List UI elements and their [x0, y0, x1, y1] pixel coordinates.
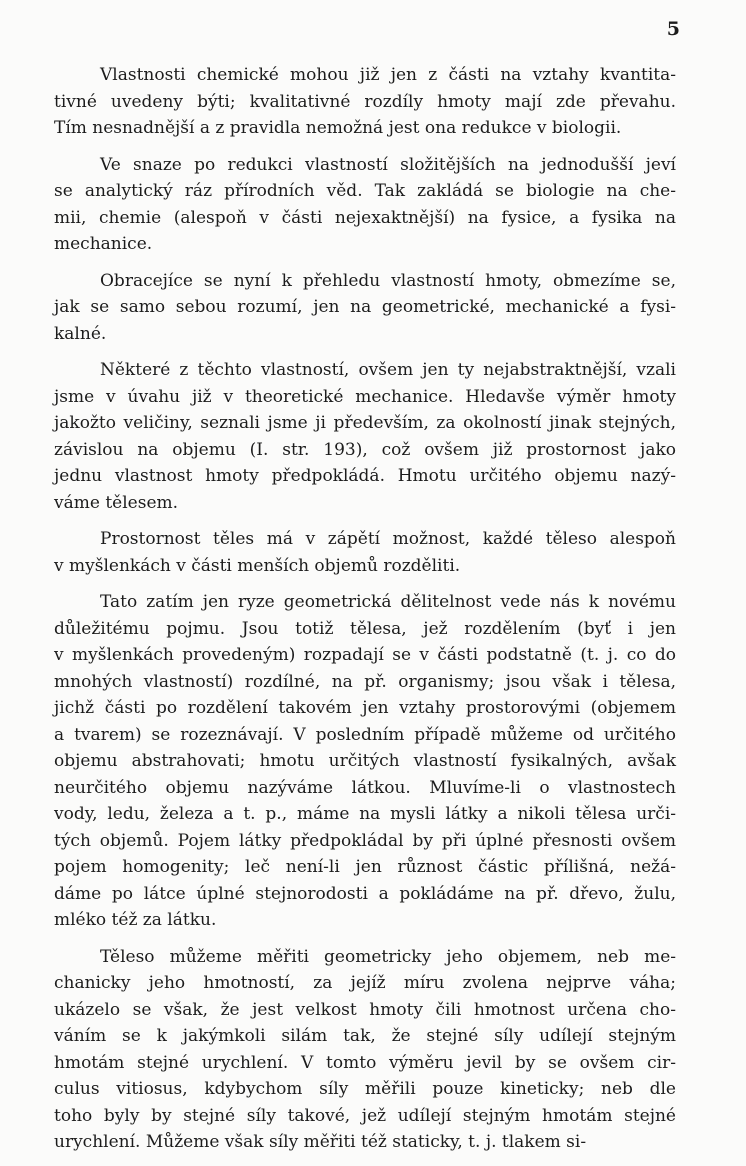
text-line: Prostornost těles má v zápětí možnost, každé těleso alespoň — [100, 529, 676, 549]
text-line: ukázelo se však, že jest velkost hmoty čili hmotnost určena cho- — [54, 999, 676, 1020]
text-line: mnohých vlastností) rozdílné, na př. organismy; jsou však i tělesa, — [54, 671, 676, 692]
text-line: Některé z těchto vlastností, ovšem jen ty nejabstraktnější, vzali — [100, 360, 676, 380]
text-line: důležitému pojmu. Jsou totiž tělesa, jež rozdělením (byť i jen — [54, 618, 676, 639]
paragraph — [54, 268, 676, 348]
text-line: v myšlenkách provedeným) rozpadají se v části podstatně (t. j. co do — [54, 645, 676, 665]
paragraph — [54, 944, 676, 1156]
text-line: hmotám stejné urychlení. V tomto výměru jevil by se ovšem cir- — [54, 1052, 676, 1073]
text-line: Vlastnosti chemické mohou již jen z části na vztahy kvantita- — [100, 65, 676, 85]
text-line: se analytický ráz přírodních věd. Tak zakládá se biologie na che- — [54, 181, 676, 201]
text-line: urychlení. Můžeme však síly měřiti též staticky, t. j. tlakem si- — [54, 1132, 587, 1152]
text-line: Těleso můžeme měřiti geometricky jeho objemem, neb me- — [100, 946, 676, 967]
text-line: jichž části po rozdělení takovém jen vztahy prostorovými (objemem — [54, 698, 676, 718]
text-line: dáme po látce úplné stejnorodosti a pokládáme na př. dřevo, žulu, — [54, 883, 676, 904]
text-line: Obracejíce se nyní k přehledu vlastností hmoty, obmezíme se, — [100, 270, 676, 291]
text-line: závislou na objemu (I. str. 193), což ovšem již prostornost jako — [54, 439, 676, 460]
paragraph — [54, 357, 676, 516]
text-line: jakožto veličiny, seznali jsme ji především, za okolností jinak stejných, — [54, 413, 676, 433]
text-line: Ve snaze po redukci vlastností složitějších na jednodušší jeví — [100, 154, 676, 175]
text-line: váním se k jakýmkoli silám tak, že stejné síly udílejí stejným — [54, 1026, 676, 1046]
text-line: neurčitého objemu nazýváme látkou. Mluvíme-li o vlastnostech — [54, 777, 676, 798]
text-line: mechanice. — [54, 234, 153, 254]
paragraph — [54, 152, 676, 258]
text-line: Tím nesnadnější a z pravidla nemožná jest ona redukce v biologii. — [54, 118, 622, 138]
text-line: jednu vlastnost hmoty předpokládá. Hmotu určitého objemu nazý- — [54, 466, 676, 486]
text-line: tých objemů. Pojem látky předpokládal by při úplné přesnosti ovšem — [54, 830, 676, 851]
text-line: tivné uvedeny býti; kvalitativné rozdíly hmoty mají zde převahu. — [54, 91, 676, 112]
text-line: mii, chemie (alespoň v části nejexaktnější) na fysice, a fysika na — [54, 207, 676, 228]
text-line: váme tělesem. — [54, 492, 179, 513]
text-line: kalné. — [54, 323, 107, 344]
body-text — [54, 62, 676, 1166]
text-line: pojem homogenity; leč není-li jen různost částic přílišná, nežá- — [54, 857, 676, 877]
text-line: culus vitiosus, kdybychom síly měřili pouze kineticky; neb dle — [54, 1079, 676, 1099]
text-line: a tvarem) se rozeznávají. V posledním případě můžeme od určitého — [54, 724, 676, 745]
text-line: jsme v úvahu již v theoretické mechanice. Hledavše výměr hmoty — [54, 386, 676, 407]
text-line: jak se samo sebou rozumí, jen na geometrické, mechanické a fysi- — [54, 297, 676, 317]
text-line: v myšlenkách v části menších objemů rozděliti. — [54, 555, 461, 576]
text-line: chanicky jeho hmotností, za jejíž míru zvolena nejprve váha; — [54, 973, 676, 993]
paragraph — [54, 62, 676, 142]
page-number: 5 — [666, 18, 680, 40]
text-line: mléko též za látku. — [54, 910, 217, 930]
text-line: vody, ledu, železa a t. p., máme na mysli látky a nikoli tělesa urči- — [54, 804, 676, 824]
paragraph — [54, 526, 676, 579]
text-line: objemu abstrahovati; hmotu určitých vlastností fysikalných, avšak — [54, 751, 676, 771]
text-line: toho byly by stejné síly takové, jež udílejí stejným hmotám stejné — [54, 1105, 676, 1126]
text-line: Tato zatím jen ryze geometrická dělitelnost vede nás k novému — [100, 592, 676, 612]
paragraph — [54, 589, 676, 934]
